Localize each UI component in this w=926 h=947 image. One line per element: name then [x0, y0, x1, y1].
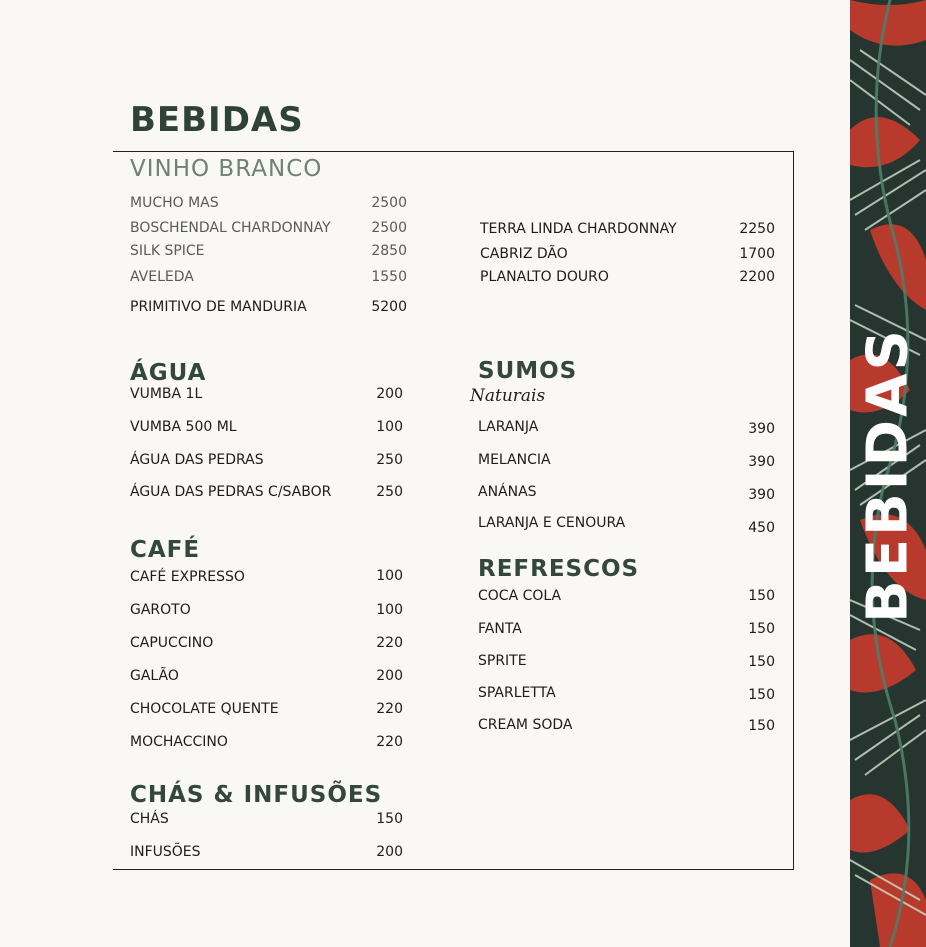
menu-item-price: 150 — [748, 687, 775, 703]
menu-item-name: ÁGUA DAS PEDRAS — [130, 452, 264, 468]
section-heading-chas: CHÁS & INFUSÕES — [130, 782, 383, 808]
menu-item-price: 1700 — [739, 246, 775, 262]
menu-item-price: 220 — [376, 635, 403, 651]
menu-item-price: 150 — [748, 718, 775, 734]
menu-item-name: SPARLETTA — [478, 685, 556, 701]
menu-item-price: 150 — [748, 588, 775, 604]
menu-item-price: 200 — [376, 668, 403, 684]
menu-item-price: 390 — [748, 421, 775, 437]
menu-item-name: BOSCHENDAL CHARDONNAY — [130, 220, 331, 236]
menu-item-name: CHÁS — [130, 811, 169, 827]
menu-item-name: TERRA LINDA CHARDONNAY — [480, 221, 677, 237]
menu-item-name: MUCHO MAS — [130, 195, 219, 211]
menu-item-price: 2500 — [371, 195, 407, 211]
menu-item-name: CAFÉ EXPRESSO — [130, 569, 245, 585]
menu-item-name: FANTA — [478, 621, 522, 637]
frame-bottom-border — [113, 869, 794, 870]
menu-item-name: MOCHACCINO — [130, 734, 228, 750]
menu-item-name: CREAM SODA — [478, 717, 573, 733]
menu-item-name: GAROTO — [130, 602, 191, 618]
menu-item-name: CABRIZ DÃO — [480, 246, 568, 262]
side-label: BEBIDAS — [855, 327, 921, 623]
menu-item-price: 2250 — [739, 221, 775, 237]
section-heading-cafe: CAFÉ — [130, 537, 201, 563]
section-heading-refrescos: REFRESCOS — [478, 556, 640, 582]
menu-item-name: LARANJA — [478, 419, 539, 435]
menu-item-name: CHOCOLATE QUENTE — [130, 701, 279, 717]
menu-item-price: 2500 — [371, 220, 407, 236]
menu-item-name: MELANCIA — [478, 452, 551, 468]
menu-item-price: 1550 — [371, 269, 407, 285]
menu-item-price: 100 — [376, 568, 403, 584]
menu-item-price: 100 — [376, 602, 403, 618]
section-subheading-naturais: Naturais — [470, 386, 546, 406]
menu-item-price: 220 — [376, 701, 403, 717]
menu-item-name: CAPUCCINO — [130, 635, 214, 651]
menu-item-price: 390 — [748, 454, 775, 470]
menu-item-price: 450 — [748, 520, 775, 536]
menu-item-name: INFUSÕES — [130, 844, 201, 860]
section-heading-sumos: SUMOS — [478, 358, 578, 384]
menu-item-name: PLANALTO DOURO — [480, 269, 609, 285]
menu-item-name: SILK SPICE — [130, 243, 205, 259]
frame-top-border — [113, 151, 794, 152]
menu-item-name: LARANJA E CENOURA — [478, 515, 626, 531]
menu-item-price: 390 — [748, 487, 775, 503]
menu-item-price: 250 — [376, 484, 403, 500]
section-heading-agua: ÁGUA — [130, 360, 207, 386]
menu-item-name: AVELEDA — [130, 269, 194, 285]
frame-right-border — [793, 151, 794, 869]
section-heading-vinho-branco: VINHO BRANCO — [130, 156, 323, 182]
menu-item-name: ÁGUA DAS PEDRAS C/SABOR — [130, 484, 332, 500]
menu-item-price: 250 — [376, 452, 403, 468]
menu-item-name: PRIMITIVO DE MANDURIA — [130, 299, 307, 315]
menu-item-price: 150 — [748, 654, 775, 670]
menu-item-price: 2850 — [371, 243, 407, 259]
menu-item-name: VUMBA 500 ML — [130, 419, 237, 435]
menu-item-name: SPRITE — [478, 653, 527, 669]
menu-item-price: 150 — [376, 811, 403, 827]
menu-item-price: 220 — [376, 734, 403, 750]
menu-item-price: 5200 — [371, 299, 407, 315]
menu-item-price: 2200 — [739, 269, 775, 285]
menu-title: BEBIDAS — [130, 100, 304, 140]
menu-item-name: ANÁNAS — [478, 484, 537, 500]
menu-item-price: 200 — [376, 844, 403, 860]
menu-item-name: VUMBA 1L — [130, 386, 203, 402]
menu-item-price: 150 — [748, 621, 775, 637]
menu-item-price: 100 — [376, 419, 403, 435]
menu-item-name: GALÃO — [130, 668, 179, 684]
menu-item-price: 200 — [376, 386, 403, 402]
menu-item-name: COCA COLA — [478, 588, 562, 604]
